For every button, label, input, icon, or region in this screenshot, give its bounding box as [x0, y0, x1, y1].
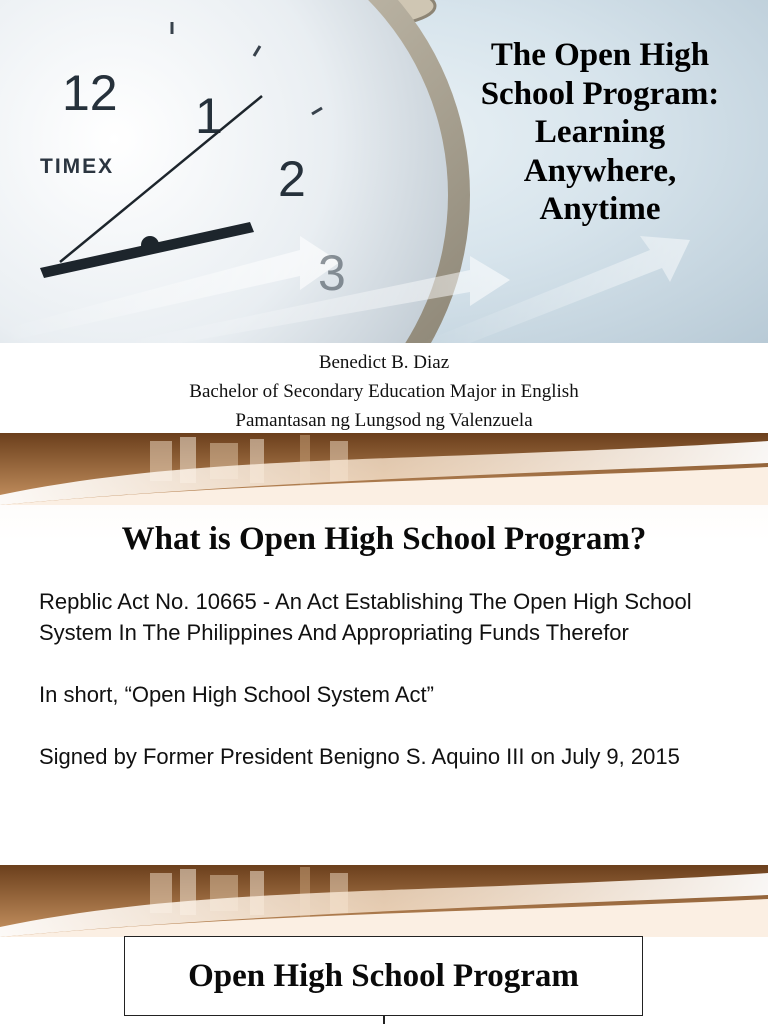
- title-line: Anywhere,: [523, 152, 677, 189]
- body-paragraph: Signed by Former President Benigno S. Aquino III on July 9, 2015: [39, 744, 680, 769]
- body-paragraph: In short, “Open High School System Act”: [39, 682, 434, 707]
- body-paragraph: Repblic Act No. 10665 - An Act Establishing The Open High School System In The Philippines And Appropriating Funds Therefor: [39, 589, 692, 645]
- slide-body: [39, 586, 739, 803]
- author-school: Pamantasan ng Lungsod ng Valenzuela: [235, 410, 533, 431]
- author-degree: Bachelor of Secondary Education Major in English: [189, 381, 579, 402]
- slide-banner: [0, 865, 768, 937]
- clock-number-3: 3: [318, 245, 346, 301]
- clock-number-12: 12: [62, 65, 118, 121]
- clock-brand-label: TIMEX: [40, 155, 115, 178]
- title-line: School Program:: [480, 75, 720, 112]
- title-line: The Open High: [490, 37, 710, 73]
- diagram-slide: [0, 865, 768, 1024]
- title-slide: [0, 0, 768, 343]
- author-info: [0, 343, 768, 433]
- title-line: Anytime: [539, 191, 661, 227]
- clock-number-2: 2: [278, 151, 306, 207]
- author-name: Benedict B. Diaz: [318, 352, 450, 373]
- diagram-connector-line: [383, 1016, 385, 1024]
- clock-number-1: 1: [195, 88, 223, 144]
- slide-title: [440, 36, 760, 229]
- definition-slide: [0, 433, 768, 865]
- diagram-root-box: Open High School Program: [124, 936, 643, 1016]
- slide-heading: What is Open High School Program?: [121, 521, 647, 557]
- title-line: Learning: [534, 114, 666, 150]
- slide-banner: [0, 433, 768, 505]
